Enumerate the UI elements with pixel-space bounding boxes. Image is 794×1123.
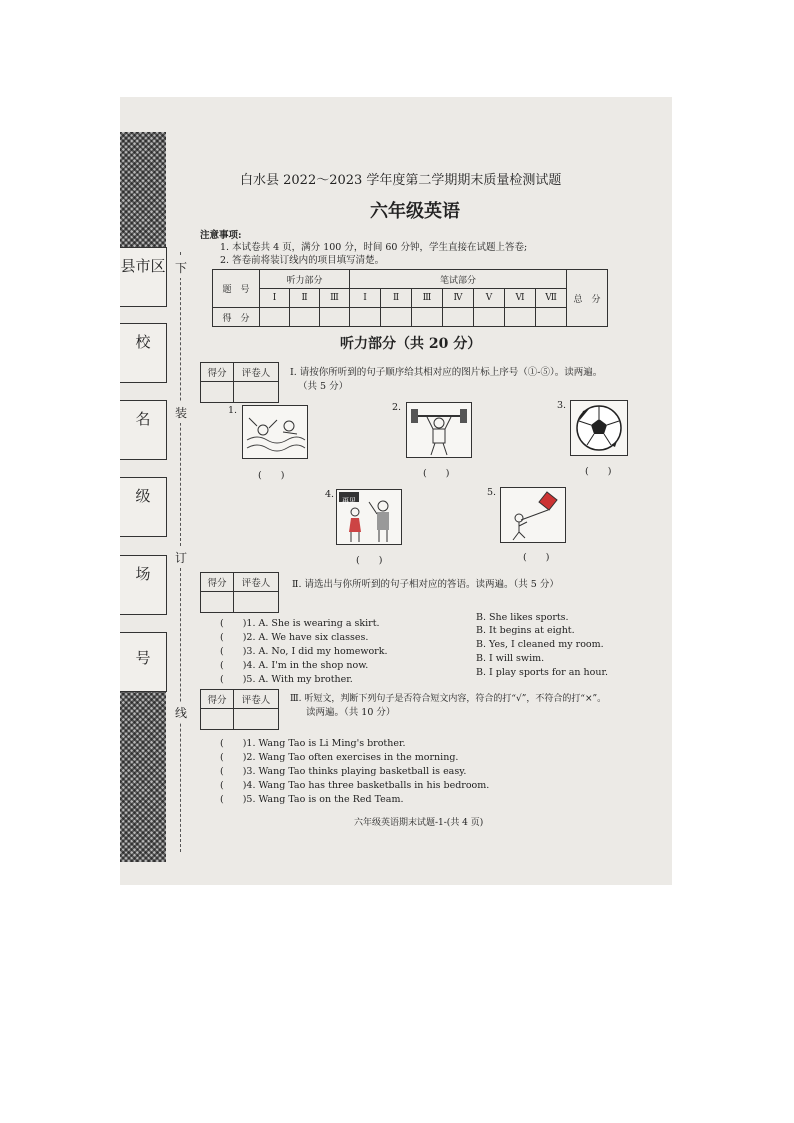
q2-instruction: Ⅱ. 请选出与你所听到的句子相对应的答语。读两遍。（共 5 分） [292, 579, 559, 590]
q3-item-4: ( )4. Wang Tao has three basketballs in his bedroom. [220, 780, 490, 791]
score-col: Ⅲ [412, 289, 443, 308]
score-table [212, 269, 608, 327]
score-col: Ⅱ [290, 289, 320, 308]
score-cell[interactable] [443, 308, 474, 327]
score-cell[interactable] [290, 308, 320, 327]
score-table-total: 总 分 [567, 270, 608, 327]
q2-item-5-a: ( )5. A. With my brother. [220, 674, 353, 685]
pic-number: 5. [487, 487, 497, 498]
pic-number: 4. [325, 489, 335, 500]
side-label-district: 县市区 [120, 257, 166, 275]
q1-instruction: Ⅰ. 请按你所听到的句子顺序给其相对应的图片标上序号（①-⑤）。读两遍。 [290, 367, 603, 378]
pic-blank: ( ) [423, 468, 450, 479]
score-cell[interactable] [350, 308, 381, 327]
pic-blank: ( ) [356, 555, 383, 566]
score-col: Ⅳ [443, 289, 474, 308]
exam-photo [120, 97, 672, 885]
grader-score-cell[interactable] [201, 592, 234, 613]
grader-reviewer-label: 评卷人 [234, 363, 279, 382]
pic-blank: ( ) [585, 466, 612, 477]
score-col: Ⅲ [320, 289, 350, 308]
q3-item-2: ( )2. Wang Tao often exercises in the morning. [220, 752, 459, 763]
grader-score-label: 得分 [201, 363, 234, 382]
exam-title: 白水县 2022～2023 学年度第二学期期末质量检测试题 [240, 173, 562, 188]
swimming-picture [242, 405, 308, 459]
binding-char-1: 下 [175, 257, 187, 278]
score-col: Ⅵ [505, 289, 536, 308]
q2-item-3-b: B. Yes, I cleaned my room. [476, 639, 604, 650]
grader-box-2 [200, 572, 279, 613]
q3-item-1: ( )1. Wang Tao is Li Ming's brother. [220, 738, 406, 749]
score-cell[interactable] [320, 308, 350, 327]
score-cell[interactable] [260, 308, 290, 327]
score-cell[interactable] [536, 308, 567, 327]
score-cell[interactable] [381, 308, 412, 327]
q2-item-2-a: ( )2. A. We have six classes. [220, 632, 369, 643]
binding-char-4: 线 [175, 702, 187, 723]
grader-score-label: 得分 [201, 573, 234, 592]
pic-number: 1. [228, 405, 238, 416]
weightlifting-picture [406, 402, 472, 458]
pic-number: 2. [392, 402, 402, 413]
pic-blank: ( ) [523, 552, 550, 563]
grader-reviewer-cell[interactable] [234, 592, 279, 613]
side-label-room: 场 [135, 565, 151, 583]
score-cell[interactable] [412, 308, 443, 327]
q2-item-3-a: ( )3. A. No, I did my homework. [220, 646, 388, 657]
kite-picture [500, 487, 566, 543]
q2-item-5-b: B. I play sports for an hour. [476, 667, 608, 678]
grader-score-label: 得分 [201, 690, 234, 709]
side-label-class: 级 [135, 487, 151, 505]
grader-score-cell[interactable] [201, 382, 234, 403]
grader-reviewer-label: 评卷人 [234, 573, 279, 592]
binding-char-3: 订 [175, 547, 187, 568]
score-col: Ⅴ [474, 289, 505, 308]
score-col: Ⅶ [536, 289, 567, 308]
grader-box-1 [200, 362, 279, 403]
score-col: Ⅰ [350, 289, 381, 308]
notice-heading: 注意事项: [200, 230, 242, 241]
grader-reviewer-cell[interactable] [234, 709, 279, 730]
side-label-name: 名 [135, 410, 151, 428]
q2-item-1-a: ( )1. A. She is wearing a skirt. [220, 618, 380, 629]
score-table-writing: 笔试部分 [350, 270, 567, 289]
grader-score-cell[interactable] [201, 709, 234, 730]
listening-part-title: 听力部分（共 20 分） [340, 336, 482, 352]
q2-item-2-b: B. It begins at eight. [476, 625, 575, 636]
q2-item-1-b: B. She likes sports. [476, 612, 569, 623]
exam-subject: 六年级英语 [370, 201, 460, 222]
side-label-number: 号 [135, 649, 151, 667]
q3-item-3: ( )3. Wang Tao thinks playing basketball is easy. [220, 766, 467, 777]
q1-points: （共 5 分） [298, 381, 349, 392]
pic-number: 3. [557, 400, 567, 411]
q3-instruction-2: 读两遍。（共 10 分） [306, 707, 396, 718]
grader-reviewer-label: 评卷人 [234, 690, 279, 709]
page-footer: 六年级英语期末试题-1-(共 4 页) [354, 818, 484, 828]
score-col: Ⅰ [260, 289, 290, 308]
score-table-listening: 听力部分 [260, 270, 350, 289]
side-label-school: 校 [135, 333, 151, 351]
q2-item-4-b: B. I will swim. [476, 653, 545, 664]
grader-box-3 [200, 689, 279, 730]
score-row-label: 得 分 [213, 308, 260, 327]
q3-instruction: Ⅲ. 听短文，判断下列句子是否符合短文内容，符合的打“√”，不符合的打“×”。 [290, 694, 607, 704]
football-picture [570, 400, 628, 456]
q3-item-5: ( )5. Wang Tao is on the Red Team. [220, 794, 404, 805]
pic-blank: ( ) [258, 470, 285, 481]
score-col: Ⅱ [381, 289, 412, 308]
score-cell[interactable] [474, 308, 505, 327]
binding-char-2: 装 [175, 402, 187, 423]
notice-item-2: 2. 答卷前将装订线内的项目填写清楚。 [220, 255, 385, 266]
notice-item-1: 1. 本试卷共 4 页，满分 100 分，时间 60 分钟，学生直接在试题上答卷; [220, 242, 528, 253]
grader-reviewer-cell[interactable] [234, 382, 279, 403]
score-cell[interactable] [505, 308, 536, 327]
q2-item-4-a: ( )4. A. I'm in the shop now. [220, 660, 369, 671]
sign-text: 再见 [342, 497, 356, 505]
score-table-label: 题 号 [213, 270, 260, 308]
decorative-pattern-bottom [120, 687, 166, 862]
